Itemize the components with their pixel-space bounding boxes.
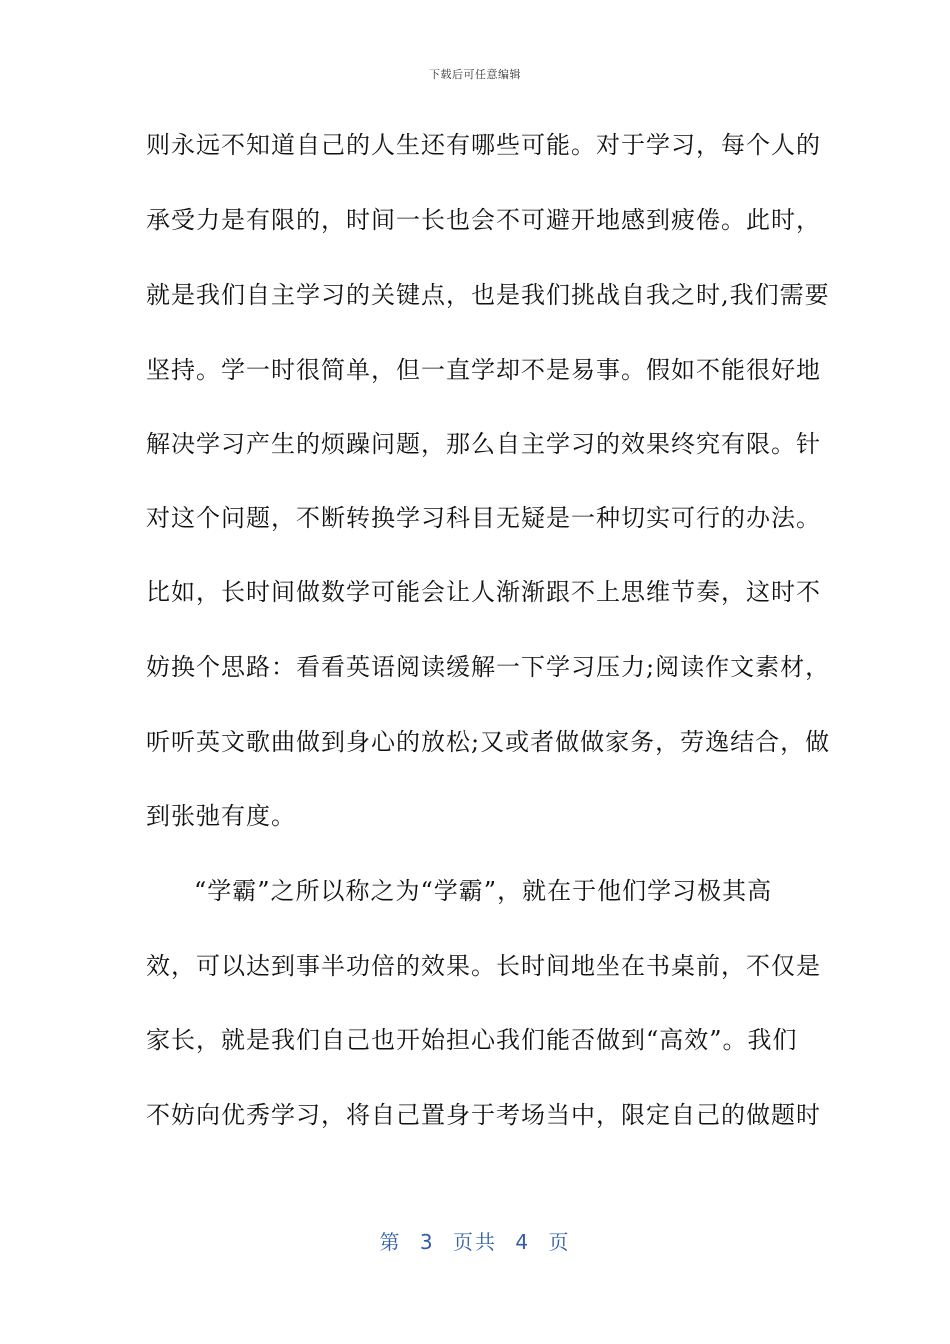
paragraph-2-line-4: 不妨向优秀学习，将自己置身于考场当中，限定自己的做题时 — [146, 1101, 821, 1129]
paragraph-1-line-1: 则永远不知道自己的人生还有哪些可能。对于学习，每个人的 — [146, 131, 821, 159]
paragraph-2-line-3: 家长，就是我们自己也开始担心我们能否做到“高效”。我们 — [146, 1026, 798, 1054]
paragraph-1-line-3: 就是我们自主学习的关键点，也是我们挑战自我之时,我们需要 — [146, 281, 830, 309]
paragraph-1-line-5: 解决学习产生的烦躁问题，那么自主学习的效果终究有限。针 — [146, 430, 821, 458]
paragraph-2-line-1: “学霸”之所以称之为“学霸”，就在于他们学习极其高 — [194, 877, 773, 905]
paragraph-1-line-6: 对这个问题，不断转换学习科目无疑是一种切实可行的办法。 — [146, 504, 821, 532]
paragraph-2-line-2: 效，可以达到事半功倍的效果。长时间地坐在书桌前，不仅是 — [146, 952, 821, 980]
footer-suffix: 页 — [548, 1230, 571, 1254]
paragraph-1-line-9: 听听英文歌曲做到身心的放松;又或者做做家务，劳逸结合，做 — [146, 728, 831, 756]
paragraph-1-line-2: 承受力是有限的，时间一长也会不可避开地感到疲倦。此时， — [146, 206, 821, 234]
page-number-footer — [0, 1226, 950, 1255]
footer-prefix: 第 — [379, 1230, 402, 1254]
header-note: 下载后可任意编辑 — [429, 68, 521, 81]
footer-middle: 页共 — [453, 1230, 497, 1254]
footer-current-page: 3 — [419, 1230, 435, 1254]
paragraph-1-line-10: 到张弛有度。 — [146, 802, 296, 830]
paragraph-1-line-4: 坚持。学一时很简单，但一直学却不是易事。假如不能很好地 — [146, 356, 821, 384]
footer-total-pages: 4 — [515, 1230, 531, 1254]
paragraph-1-line-8: 妨换个思路：看看英语阅读缓解一下学习压力;阅读作文素材， — [146, 653, 831, 681]
paragraph-1-line-7: 比如，长时间做数学可能会让人渐渐跟不上思维节奏，这时不 — [146, 578, 821, 606]
